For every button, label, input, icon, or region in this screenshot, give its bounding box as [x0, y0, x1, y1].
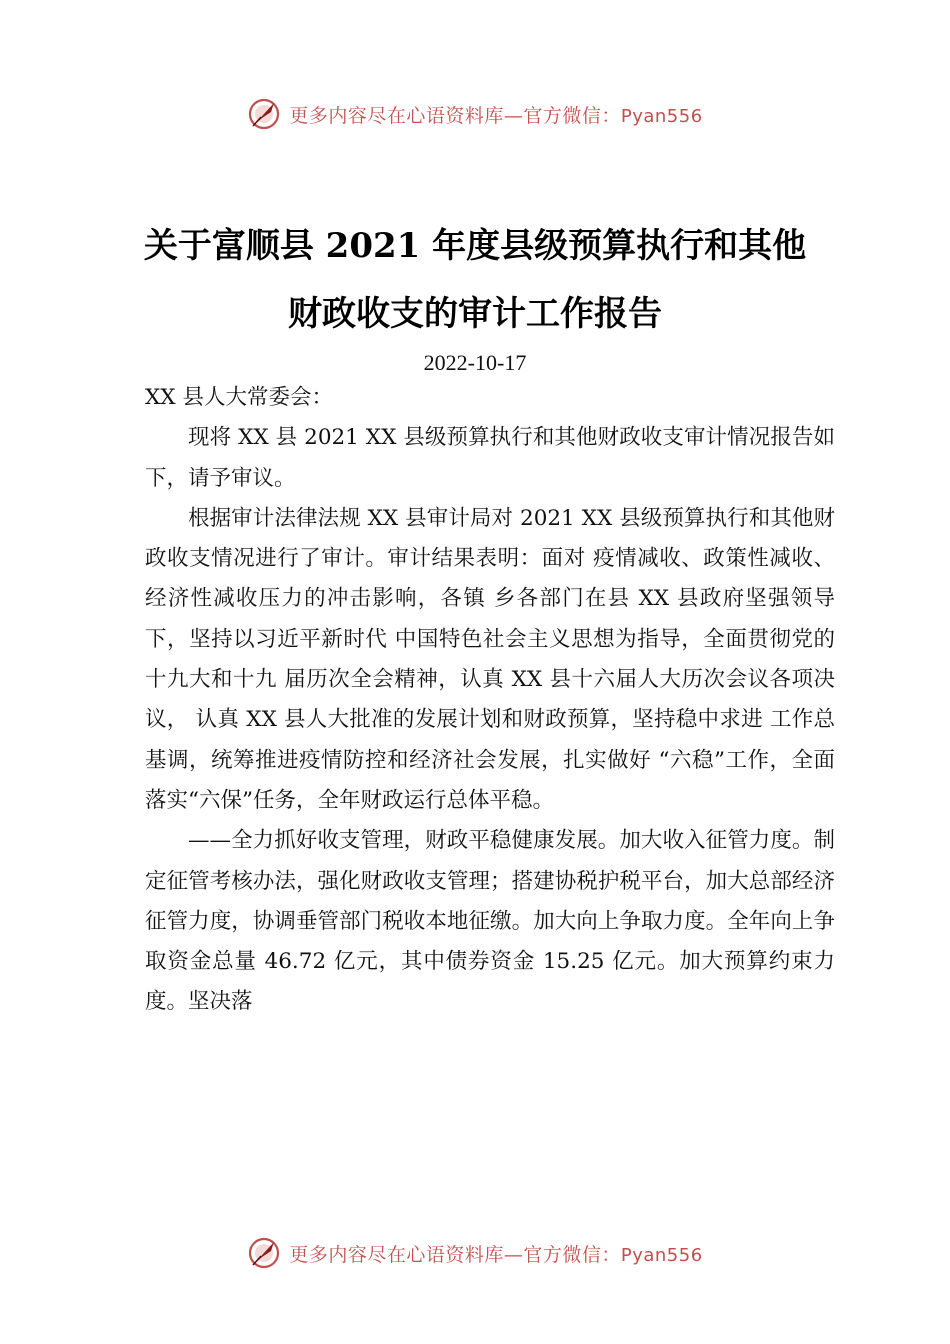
footer-watermark: [0, 1233, 950, 1273]
document-date: 2022-10-17: [423, 350, 527, 375]
paragraph-intro: 现将 XX 县 2021 XX 县级预算执行和其他财政收支审计情况报告如下，请予审议。: [145, 425, 835, 491]
watermark-text: 更多内容尽在心语资料库—官方微信：Pyan556: [289, 1243, 703, 1266]
title-line-1: 关于富顺县 2021 年度县级预算执行和其他: [143, 226, 807, 266]
wechat-id: Pyan556: [620, 105, 703, 127]
wechat-id: Pyan556: [620, 1244, 703, 1266]
watermark-text: 更多内容尽在心语资料库—官方微信：Pyan556: [289, 104, 703, 127]
paragraph-revenue-management: ——全力抓好收支管理，财政平稳健康发展。加大收入征管力度。制定征管考核办法，强化财政收支管理；搭建协税护税平台，加大总部经济征管力度，协调垂管部门税收本地征缴。加大向上争取力度。全年向上争取资金总量 46.72 亿元，其中债券资金 15.25 亿元。加大预算约束力度。坚决落: [145, 828, 835, 1015]
header-watermark: [0, 94, 950, 134]
title-line-2: 财政收支的审计工作报告: [288, 294, 662, 334]
quill-pen-logo-icon: [247, 97, 281, 131]
quill-pen-logo-icon: [247, 1236, 281, 1270]
addressee: XX 县人大常委会：: [145, 385, 333, 410]
paragraph-audit-summary: 根据审计法律法规 XX 县审计局对 2021 XX 县级预算执行和其他财政收支情况进行了审计。审计结果表明：面对 疫情减收、政策性减收、经济性减收压力的冲击影响，各镇 乡各部门在县 XX 县政府坚强领导下，坚持以习近平新时代 中国特色社会主义思想为指导，全面贯彻党的十九大和十九 届历次全会精神，认真 XX 县十六届人大历次会议各项决议， 认真 XX 县人大批准的发展计划和财政预算，坚持稳中求进 工作总基调，统筹推进疫情防控和经济社会发展，扎实做好 “六稳”工作，全面落实“六保”任务，全年财政运行总体平稳。: [145, 505, 835, 813]
document-body: [145, 378, 835, 1023]
document-title: [120, 212, 830, 348]
